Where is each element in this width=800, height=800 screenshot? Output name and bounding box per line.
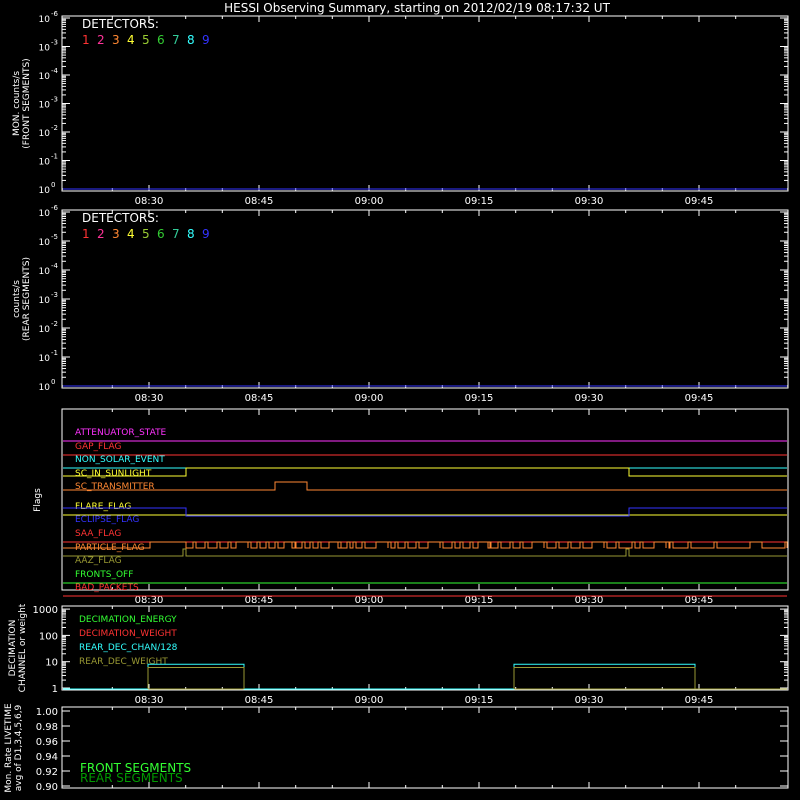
detector-9-label: 9 — [202, 33, 210, 47]
y-axis-label: CHANNEL or weight — [18, 603, 28, 693]
y-tick-label — [39, 233, 58, 248]
y-tick-label — [39, 39, 58, 54]
flag-label-sc_in_sunlight: SC_IN_SUNLIGHT — [75, 469, 152, 479]
plot-title: HESSI Observing Summary, starting on 2012/02/19 08:17:32 UT — [224, 1, 610, 15]
y-tick-base: 10 — [38, 383, 50, 393]
x-tick-label: 08:45 — [244, 196, 274, 207]
y-tick-base: 10 — [38, 238, 50, 248]
detectors-label: DETECTORS: — [82, 17, 159, 31]
x-tick-label: 08:30 — [134, 695, 164, 706]
y-tick-label: 100 — [38, 631, 58, 643]
y-tick-exponent: 0 — [51, 378, 56, 386]
y-tick-label — [39, 262, 59, 277]
detector-2-label: 2 — [97, 33, 105, 47]
detector-6-label: 6 — [157, 33, 165, 47]
y-tick-label — [39, 96, 58, 111]
y-axis-label: Mon. Rate LIVETIME — [4, 703, 14, 793]
y-axis-label: DECIMATION — [8, 619, 18, 677]
y-tick-exponent: 0 — [51, 181, 56, 189]
flag-label-flare_flag: FLARE_FLAG — [75, 502, 132, 512]
detector-1-label: 1 — [82, 227, 90, 241]
x-tick-label: 08:45 — [244, 595, 274, 606]
detector-5-label: 5 — [142, 227, 150, 241]
y-tick-base: 10 — [38, 296, 50, 306]
y-tick-exponent: -4 — [51, 262, 58, 270]
detector-8-label: 8 — [187, 33, 195, 47]
y-tick-label: 0.90 — [35, 782, 58, 793]
y-tick-base: 10 — [38, 15, 50, 25]
y-tick-label: 10 — [45, 657, 58, 669]
flag-label-attenuator_state: ATTENUATOR_STATE — [75, 428, 167, 438]
x-tick-label: 08:30 — [134, 595, 164, 606]
y-tick-exponent: -2 — [51, 124, 58, 132]
y-tick-base: 10 — [38, 354, 50, 364]
y-tick-label — [39, 378, 56, 393]
y-tick-label — [39, 124, 58, 139]
y-axis-label: avg of D1,3,4,5,6,9 — [14, 704, 24, 792]
flag-label-bad_packets: BAD_PACKETS — [75, 583, 139, 593]
flag-line-aaz_flag — [63, 549, 787, 556]
x-tick-label: 09:45 — [684, 595, 714, 606]
x-tick-label: 09:15 — [464, 393, 494, 404]
y-tick-label — [39, 153, 58, 168]
decimation-legend-2: REAR_DEC_CHAN/128 — [79, 643, 178, 653]
y-tick-label: 1.00 — [35, 707, 58, 718]
y-tick-label — [39, 349, 58, 364]
y-tick-label — [39, 204, 59, 219]
detector-7-label: 7 — [172, 227, 180, 241]
y-tick-exponent: -5 — [51, 233, 58, 241]
y-tick-label: 0.96 — [35, 737, 58, 748]
flag-label-fronts_off: FRONTS_OFF — [75, 570, 134, 580]
x-tick-label: 09:00 — [354, 595, 384, 606]
x-tick-label: 09:00 — [354, 393, 384, 404]
y-tick-base: 10 — [38, 43, 50, 54]
flag-label-eclipse_flag: ECLIPSE_FLAG — [75, 515, 140, 525]
x-tick-label: 09:00 — [354, 196, 384, 207]
flag-line-sc_in_sunlight — [63, 468, 787, 476]
y-tick-label: 0.92 — [35, 767, 58, 778]
x-tick-label: 09:15 — [464, 196, 494, 207]
y-tick-base: 10 — [38, 267, 50, 277]
x-tick-label: 09:00 — [354, 695, 384, 706]
flag-label-particle_flag: PARTICLE_FLAG — [75, 543, 145, 553]
y-tick-exponent: -3 — [51, 38, 58, 47]
detector-4-label: 4 — [127, 227, 135, 241]
decimation-legend-3: REAR_DEC_WEIGHT — [79, 657, 168, 667]
y-axis-label: (FRONT SEGMENTS) — [22, 58, 32, 149]
y-tick-base: 10 — [38, 186, 50, 196]
y-tick-label — [39, 291, 58, 306]
livetime-axis-label — [4, 703, 24, 793]
x-tick-label: 08:30 — [134, 393, 164, 404]
y-tick-exponent: -1 — [51, 349, 58, 357]
y-tick-exponent: -3 — [51, 95, 58, 104]
y-tick-label — [39, 67, 59, 82]
detector-6-label: 6 — [157, 227, 165, 241]
y-tick-exponent: -6 — [51, 204, 58, 212]
x-tick-label: 09:30 — [574, 393, 604, 404]
y-tick-base: 10 — [38, 157, 50, 168]
detector-4-label: 4 — [127, 33, 135, 47]
y-axis-label: (REAR SEGMENTS) — [22, 256, 32, 342]
detector-3-label: 3 — [112, 227, 120, 241]
y-tick-label: 0.94 — [35, 752, 58, 763]
x-tick-label: 09:45 — [684, 695, 714, 706]
y-tick-label — [39, 320, 58, 335]
x-tick-label: 09:30 — [574, 595, 604, 606]
y-axis-label: Flags — [33, 488, 43, 512]
y-tick-exponent: -6 — [51, 10, 58, 18]
panel-frame — [62, 409, 788, 590]
detectors-label: DETECTORS: — [82, 211, 159, 225]
y-tick-exponent: -3 — [51, 291, 58, 299]
y-tick-label — [39, 181, 56, 196]
flags-axis-label — [33, 488, 43, 512]
detector-5-label: 5 — [142, 33, 150, 47]
y-tick-base: 10 — [38, 100, 50, 111]
panel-frame — [62, 16, 788, 191]
y-axis-label-group — [12, 58, 32, 148]
y-tick-label: 1 — [51, 684, 58, 695]
x-tick-label: 09:30 — [574, 695, 604, 706]
flag-label-saa_flag: SAA_FLAG — [75, 529, 122, 539]
y-tick-exponent: -1 — [51, 152, 58, 161]
y-tick-exponent: -2 — [51, 320, 58, 328]
x-tick-label: 09:15 — [464, 595, 494, 606]
x-tick-label: 09:45 — [684, 393, 714, 404]
flag-label-gap_flag: GAP_FLAG — [75, 442, 122, 452]
flag-label-non_solar_event: NON_SOLAR_EVENT — [75, 455, 165, 465]
flag-line-particle_flag — [63, 542, 787, 548]
y-axis-label: counts/s — [12, 280, 22, 318]
detector-7-label: 7 — [172, 33, 180, 47]
detector-9-label: 9 — [202, 227, 210, 241]
legend-rear-segments: REAR SEGMENTS — [80, 771, 183, 785]
rear-dec-weight-series — [148, 668, 695, 689]
y-tick-label — [39, 10, 59, 25]
decimation-legend-0: DECIMATION_ENERGY — [79, 615, 177, 625]
y-tick-label: 1000 — [32, 605, 58, 617]
x-tick-label: 09:45 — [684, 196, 714, 207]
x-tick-label: 08:45 — [244, 393, 274, 404]
detector-1-label: 1 — [82, 33, 90, 47]
x-tick-label: 09:15 — [464, 695, 494, 706]
panel-frame — [62, 210, 788, 388]
decimation-legend-1: DECIMATION_WEIGHT — [79, 629, 177, 639]
detector-3-label: 3 — [112, 33, 120, 47]
flag-label-aaz_flag: AAZ_FLAG — [75, 556, 122, 566]
flag-line-sc_transmitter — [63, 482, 787, 490]
y-axis-label-group — [12, 257, 32, 341]
y-tick-base: 10 — [38, 72, 50, 82]
y-tick-label: 0.98 — [35, 722, 58, 733]
decimation-axis-label — [8, 603, 28, 692]
detector-8-label: 8 — [187, 227, 195, 241]
x-tick-label: 09:30 — [574, 196, 604, 207]
x-tick-label: 08:45 — [244, 695, 274, 706]
y-tick-base: 10 — [38, 129, 50, 139]
legend-front-segments: FRONT SEGMENTS — [80, 761, 192, 775]
detector-2-label: 2 — [97, 227, 105, 241]
y-tick-base: 10 — [38, 325, 50, 335]
x-tick-label: 08:30 — [134, 196, 164, 207]
y-tick-exponent: -4 — [51, 67, 58, 75]
y-axis-label: MON. counts/s — [12, 70, 22, 137]
y-tick-base: 10 — [38, 209, 50, 219]
flag-label-sc_transmitter: SC_TRANSMITTER — [75, 482, 155, 492]
